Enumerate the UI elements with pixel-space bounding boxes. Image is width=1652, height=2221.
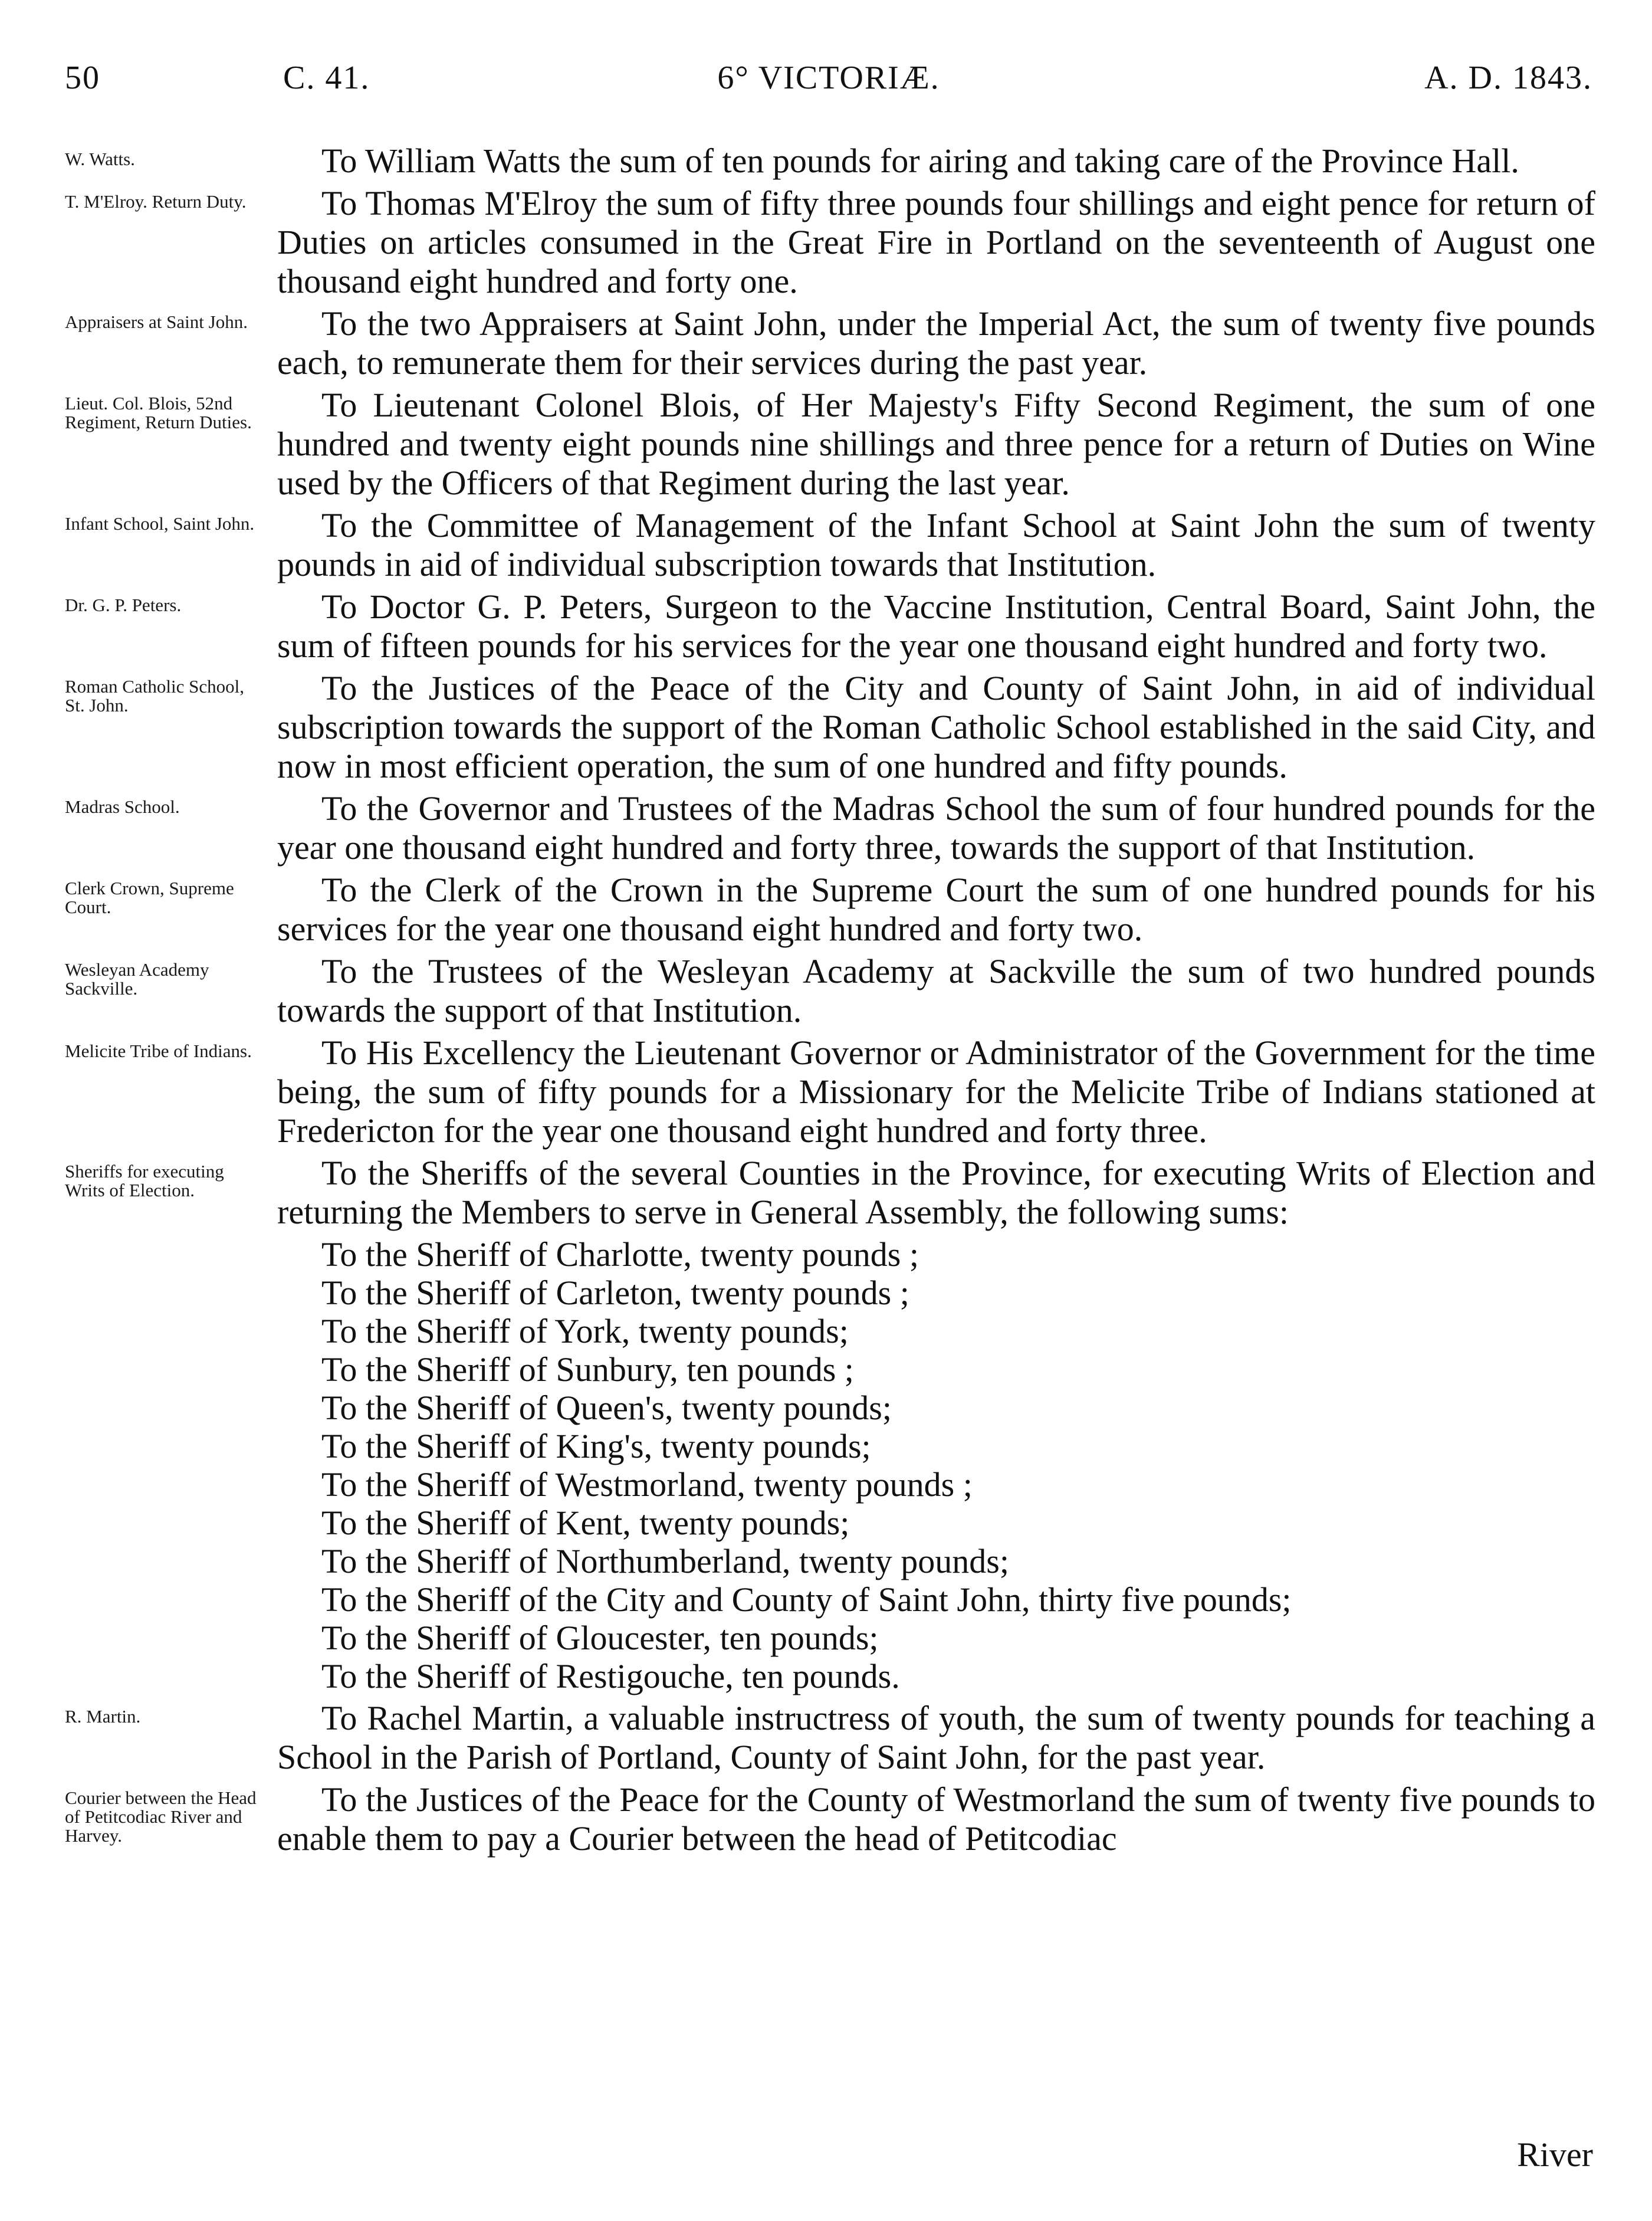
margin-note: W. Watts. xyxy=(65,149,135,169)
margin-note: Wesleyan Academy Sackville. xyxy=(65,959,209,999)
entry-roman-catholic-school xyxy=(0,669,1652,786)
sheriff-sums-list xyxy=(321,1235,1652,1695)
entry-text: To Rachel Martin, a valuable instructress of youth, the sum of twenty pounds for teaching a School in the Parish of Portland, County of Saint John, for the past year. xyxy=(277,1699,1595,1776)
entry-wesleyan-academy xyxy=(0,952,1652,1030)
list-item: To the Sheriff of Northumberland, twenty pounds; xyxy=(321,1542,1009,1580)
list-item: To the Sheriff of Sunbury, ten pounds ; xyxy=(321,1350,854,1389)
chapter-number: C. 41. xyxy=(283,60,370,96)
list-item: To the Sheriff of Charlotte, twenty pounds ; xyxy=(321,1235,919,1274)
margin-note: Lieut. Col. Blois, 52nd Regiment, Return Duties. xyxy=(65,393,252,432)
list-item: To the Sheriff of Westmorland, twenty pounds ; xyxy=(321,1465,973,1504)
entry-rachel-martin xyxy=(0,1699,1652,1777)
entry-text: To the Clerk of the Crown in the Supreme Court the sum of one hundred pounds for his services for the year one thousand eight hundred and forty two. xyxy=(277,871,1595,948)
entry-infant-school xyxy=(0,506,1652,584)
catchword: River xyxy=(1517,2135,1593,2174)
margin-note: T. M'Elroy. Return Duty. xyxy=(65,191,247,212)
list-item: To the Sheriff of Kent, twenty pounds; xyxy=(321,1504,850,1542)
entry-clerk-crown xyxy=(0,871,1652,949)
margin-note: Roman Catholic School, St. John. xyxy=(65,676,244,716)
margin-note: Courier between the Head of Petitcodiac River and Harvey. xyxy=(65,1787,257,1846)
list-item: To the Sheriff of Restigouche, ten pounds. xyxy=(321,1657,900,1695)
entry-text: To Thomas M'Elroy the sum of fifty three pounds four shillings and eight pence for return of Duties on articles consumed in the Great Fire in Portland on the seventeenth of August one thousand eight hundred and forty one. xyxy=(277,184,1595,300)
entry-melicite-tribe xyxy=(0,1034,1652,1150)
margin-note: R. Martin. xyxy=(65,1706,141,1727)
margin-note: Dr. G. P. Peters. xyxy=(65,595,182,615)
entry-text: To the Trustees of the Wesleyan Academy at Sackville the sum of two hundred pounds towards the support of that Institution. xyxy=(277,952,1595,1029)
entry-text: To the Committee of Management of the Infant School at Saint John the sum of twenty pounds in aid of individual subscription towards that Institution. xyxy=(277,506,1595,583)
entry-blois xyxy=(0,386,1652,503)
entry-text: To William Watts the sum of ten pounds for airing and taking care of the Province Hall. xyxy=(321,142,1519,180)
entry-sheriffs xyxy=(0,1154,1652,1232)
entry-text: To the Sheriffs of the several Counties in the Province, for executing Writs of Election and returning the Members to serve in General Assembly, the following sums: xyxy=(277,1154,1595,1231)
calendar-year: A. D. 1843. xyxy=(1424,60,1592,96)
entry-madras-school xyxy=(0,789,1652,867)
list-item: To the Sheriff of Carleton, twenty pounds ; xyxy=(321,1274,909,1312)
entry-text: To Lieutenant Colonel Blois, of Her Majesty's Fifty Second Regiment, the sum of one hundred and twenty eight pounds nine shillings and three pence for a return of Duties on Wine used by the Officers of that Regiment during the last year. xyxy=(277,386,1595,502)
running-header xyxy=(65,59,1592,118)
margin-note: Madras School. xyxy=(65,796,180,817)
page-number: 50 xyxy=(65,60,100,96)
margin-note: Sheriffs for executing Writs of Election. xyxy=(65,1161,224,1200)
entry-peters xyxy=(0,588,1652,665)
entry-watts xyxy=(0,142,1652,181)
margin-note: Appraisers at Saint John. xyxy=(65,311,248,332)
margin-note: Clerk Crown, Supreme Court. xyxy=(65,878,234,917)
entry-text: To the Governor and Trustees of the Madras School the sum of four hundred pounds for the year one thousand eight hundred and forty three, towards the support of that Institution. xyxy=(277,789,1595,867)
regnal-year: 6° VICTORIÆ. xyxy=(717,60,940,96)
entry-text: To Doctor G. P. Peters, Surgeon to the Vaccine Institution, Central Board, Saint John, the sum of fifteen pounds for his services for the year one thousand eight hundred and forty two. xyxy=(277,588,1595,665)
page-body xyxy=(0,142,1652,1862)
entry-text: To the Justices of the Peace of the City and County of Saint John, in aid of individual subscription towards the support of the Roman Catholic School established in the said City, and now in most efficient operation, the sum of one hundred and fifty pounds. xyxy=(277,669,1595,785)
list-item: To the Sheriff of Gloucester, ten pounds; xyxy=(321,1619,879,1657)
entry-appraisers xyxy=(0,304,1652,382)
entry-courier xyxy=(0,1780,1652,1858)
list-item: To the Sheriff of the City and County of Saint John, thirty five pounds; xyxy=(321,1580,1292,1619)
margin-note: Infant School, Saint John. xyxy=(65,513,255,534)
entry-melroy xyxy=(0,184,1652,301)
entry-text: To the Justices of the Peace for the County of Westmorland the sum of twenty five pounds to enable them to pay a Courier between the head of Petitcodiac xyxy=(277,1780,1595,1858)
entry-text: To His Excellency the Lieutenant Governor or Administrator of the Government for the time being, the sum of fifty pounds for a Missionary for the Melicite Tribe of Indians stationed at Fredericton for the year one thousand eight hundred and forty three. xyxy=(277,1034,1595,1150)
margin-note: Melicite Tribe of Indians. xyxy=(65,1041,252,1061)
list-item: To the Sheriff of King's, twenty pounds; xyxy=(321,1427,871,1465)
list-item: To the Sheriff of Queen's, twenty pounds; xyxy=(321,1389,892,1427)
entry-text: To the two Appraisers at Saint John, under the Imperial Act, the sum of twenty five pounds each, to remunerate them for their services during the past year. xyxy=(277,304,1595,382)
list-item: To the Sheriff of York, twenty pounds; xyxy=(321,1312,849,1350)
